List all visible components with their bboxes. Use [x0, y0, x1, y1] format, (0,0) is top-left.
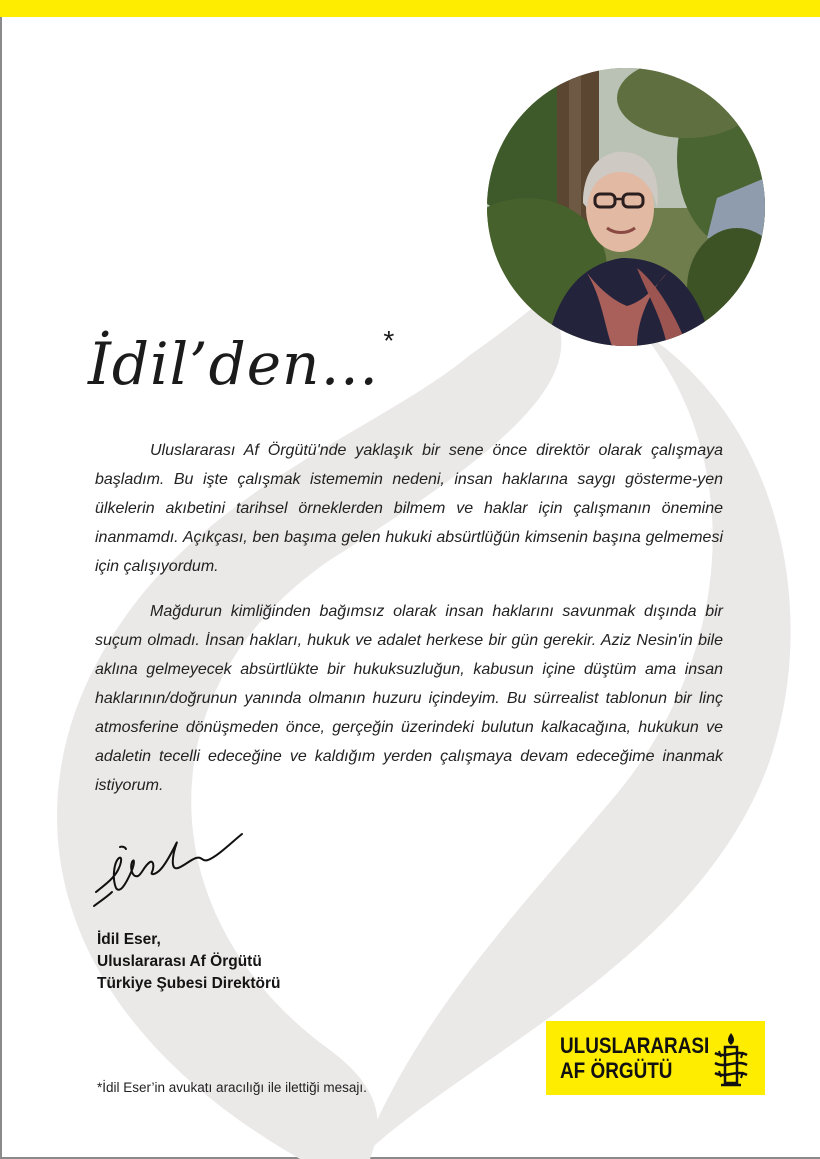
portrait-photo: [487, 68, 765, 346]
page-title: [88, 325, 396, 398]
signer-role: Türkiye Şubesi Direktörü: [97, 975, 281, 992]
title-text: İdil’den…: [88, 330, 380, 398]
title-asterisk: *: [383, 325, 396, 356]
logo-line-1: ULUSLARARASI: [560, 1033, 710, 1058]
footnote: *İdil Eser’in avukatı aracılığı ile ilettiği mesajı.: [97, 1080, 367, 1095]
logo-text: [560, 1033, 709, 1083]
candle-barbed-wire-icon: [711, 1031, 751, 1087]
signature-block: [97, 929, 280, 995]
signer-name: İdil Eser,: [97, 931, 161, 948]
signer-organization: Uluslararası Af Örgütü: [97, 953, 262, 970]
amnesty-logo: [546, 1021, 765, 1095]
body-paragraph-1: Uluslararası Af Örgütü'nde yaklaşık bir sene önce direktör olarak çalışmaya başladım. Bu işte çalışmak istememin nedeni, insan haklarına saygı gösterme-yen ülkelerin akıbetini tarihsel örneklerden bilmem ve haklar için çalışmanın önemine inanmamdı. Açıkçası, ben başıma gelen hukuki absürtlüğün kimsenin başına gelmemesi için çalışıyordum.: [95, 442, 723, 575]
portrait-photo-icon: [487, 68, 765, 346]
body-paragraph-2: Mağdurun kimliğinden bağımsız olarak insan haklarını savunmak dışında bir suçum olmadı. İnsan hakları, hukuk ve adalet herkese bir gün gerekir. Aziz Nesin'in bile aklına gelmeyecek absürtlükte bir hukuksuzluğun, kabusun içine düştüm ama insan haklarının/doğrunun yanında olmanın huzuru içindeyim. Bu sürrealist tablonun bir linç atmosferine dönüşmeden önce, gerçeğin üzerindeki bulutun kalkacağına, hukukun ve adaletin tecelli edeceğine ve kaldığım yerden çalışmaya devam edeceğime inanmak istiyorum.: [95, 603, 723, 794]
logo-line-2: AF ÖRGÜTÜ: [560, 1058, 673, 1083]
handwritten-signature-icon: [92, 822, 252, 912]
